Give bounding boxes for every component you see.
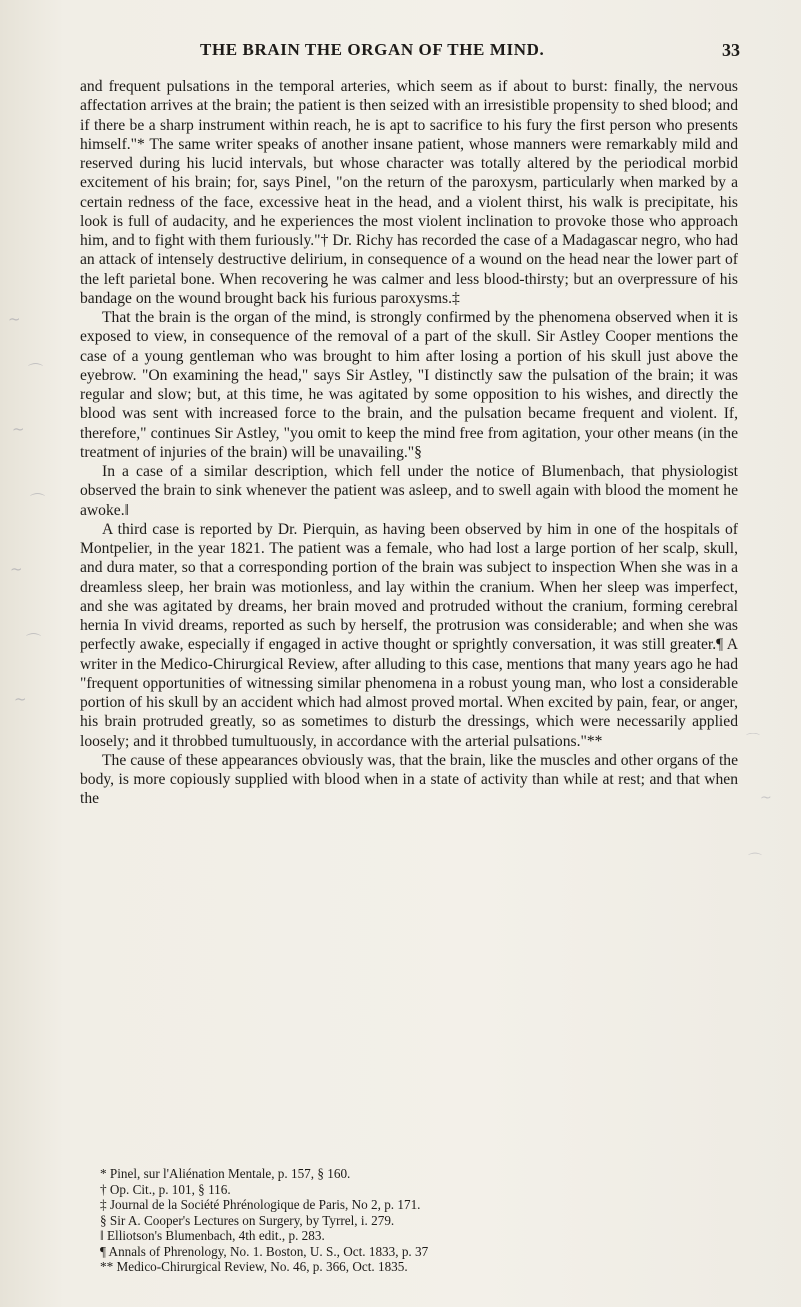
footnote: ** Medico-Chirurgical Review, No. 46, p. 366, Oct. 1835. — [100, 1259, 408, 1274]
footnote: § Sir A. Cooper's Lectures on Surgery, by Tyrrel, i. 279. — [100, 1212, 395, 1228]
paragraph: A third case is reported by Dr. Pierquin, as having been observed by him in one of the hospitals of Montpelier, in the year 1821. The patient was a female, who had lost a large portion of her scalp, skull, and dura mater, so that a corresponding portion of the brain was subject to inspection When she was in a dreamless sleep, her brain was motionless, and lay within the cranium. When her sleep was imperfect, and she was agitated by dreams, her brain moved and protruded without the cranium, forming cerebral hernia In vivid dreams, reported as such by herself, the protrusion was considerable; and when she was perfectly awake, especially if engaged in active thought or sprightly conversation, it was still greater.¶ A writer in the Medico-Chirurgical Review, after alluding to this case, mentions that many years ago he had "frequent opportunities of witnessing similar phenomena in a robust young man, who lost a considerable portion of his skull by an accident which had almost proved mortal. When excited by pain, fear, or anger, his brain protruded greatly, so as sometimes to disturb the dressings, which were necessarily applied loosely; and it throbbed tumultuously, in accordance with the arterial pulsations."** — [80, 520, 738, 750]
paragraph: In a case of a similar description, which fell under the notice of Blumenbach, that physiologist observed the brain to sink whenever the patient was asleep, and to swell again with blood the moment he awoke.‖ — [80, 463, 738, 519]
footnotes — [80, 1166, 738, 1275]
footnote: † Op. Cit., p. 101, § 116. — [100, 1181, 231, 1197]
paragraph: and frequent pulsations in the temporal arteries, which seem as if about to burst: finally, the nervous affectation arrives at the brain; the patient is then seized with an irresistible propensity to shed blood; and if there be a sharp instrument within reach, he is apt to sacrifice to his fury the first person who presents himself."* The same writer speaks of another insane patient, whose manners were remarkably mild and reserved during his lucid intervals, but whose character was totally altered by the periodical morbid excitement of his brain; for, says Pinel, "on the return of the paroxysm, particularly when marked by a certain redness of the face, excessive heat in the head, and a violent thirst, his walk is precipitate, his look is full of audacity, and he experiences the most violent inclination to provoke those who approach him, and to fight with them furiously."† Dr. Richy has recorded the case of a Madagascar negro, who had an attack of intensely destructive delirium, in consequence of a wound on the head near the lower part of the left parietal bone. When recovering he was calmer and less blood-thirsty; but an overpressure of his bandage on the wound brought back his furious paroxysms.‡ — [80, 78, 738, 307]
paragraph: The cause of these appearances obviously was, that the brain, like the muscles and other organs of the body, is more copiously supplied with blood when in a state of activity than while at rest; and that when the — [80, 751, 738, 808]
paragraph: That the brain is the organ of the mind, is strongly confirmed by the phenomena observed when it is exposed to view, in consequence of the removal of a part of the skull. Sir Astley Cooper mentions the case of a young gentleman who was brought to him after losing a portion of his skull just above the eyebrow. "On examining the head," says Sir Astley, "I distinctly saw the pulsation of the brain; it was regular and slow; but, at this time, he was agitated by some opposition to his wishes, and directly the blood was sent with increased force to the brain, and the pulsation became frequent and violent. If, therefore," continues Sir Astley, "you omit to keep the mind free from agitation, your other means (in the treatment of injuries of the brain) will be unavailing."§ — [80, 309, 738, 461]
footnote: ‡ Journal de la Société Phrénologique de Paris, No 2, p. 171. — [100, 1197, 421, 1212]
page-number: 33 — [722, 40, 740, 60]
running-head: THE BRAIN THE ORGAN OF THE MIND. — [200, 40, 545, 59]
footnote: ‖ Elliotson's Blumenbach, 4th edit., p. 283. — [100, 1228, 325, 1243]
footnote: ¶ Annals of Phrenology, No. 1. Boston, U. S., Oct. 1833, p. 37 — [100, 1243, 429, 1259]
show-through-marks-left: ~ ⌒ ~ ⌒ ~ ⌒ ~ — [8, 310, 46, 708]
body-text — [80, 77, 738, 809]
page-header — [80, 40, 740, 66]
show-through-marks-right: ⌒ ~ ⌒ — [746, 733, 772, 869]
footnote: * Pinel, sur l'Aliénation Mentale, p. 157, § 160. — [100, 1166, 351, 1181]
